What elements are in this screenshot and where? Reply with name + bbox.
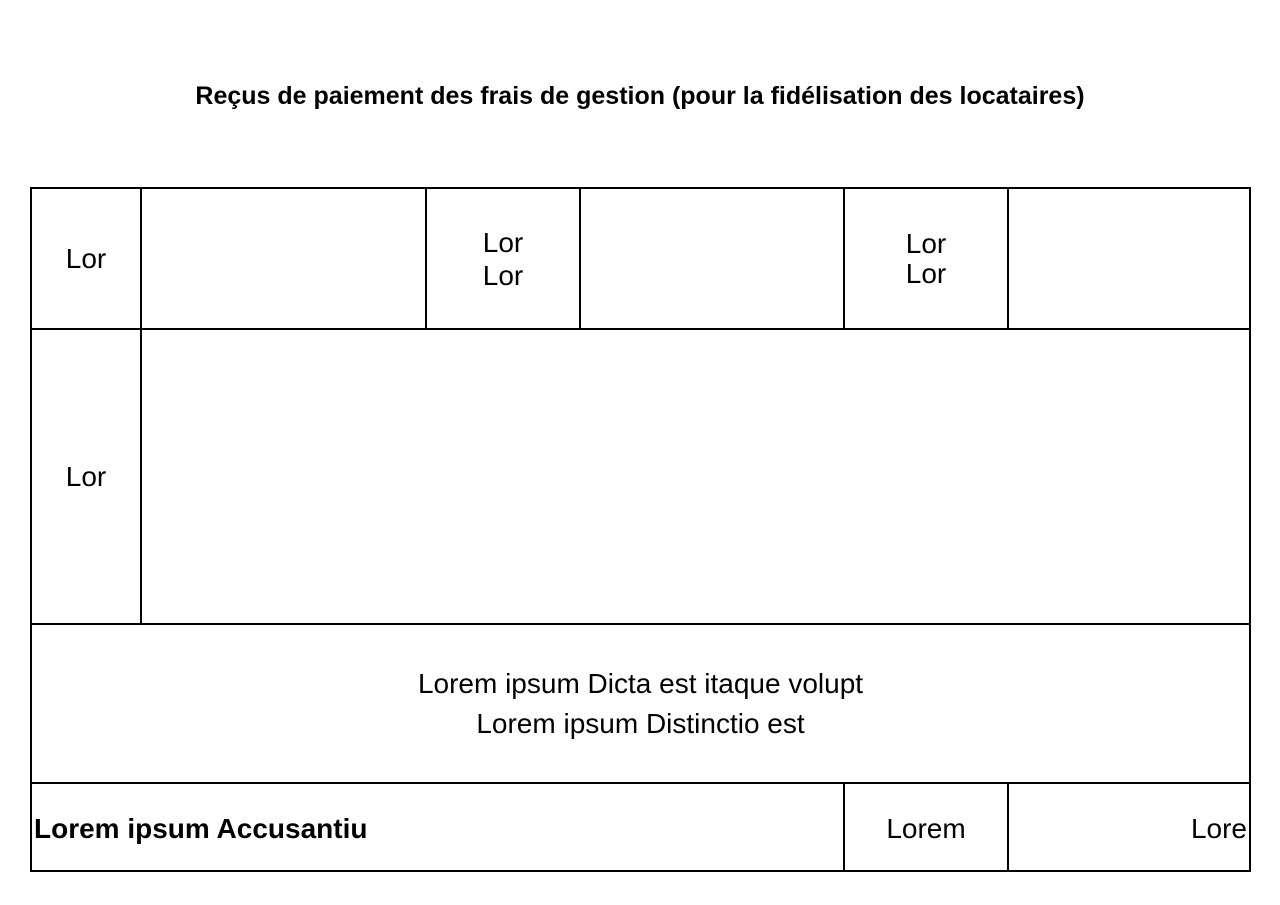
row1-label-2-line1: Lor bbox=[482, 226, 524, 258]
row3-notice-line2: Lorem ipsum Distinctio est bbox=[476, 707, 805, 739]
row1-label-3 bbox=[845, 189, 1007, 328]
row1-label-3-line1: Lor bbox=[905, 227, 947, 259]
row2-label-text: Lor bbox=[65, 461, 107, 492]
row4-right bbox=[1009, 784, 1249, 872]
row1-value-2 bbox=[581, 189, 843, 328]
row4-middle-text: Lorem bbox=[886, 812, 966, 844]
row1-label-2-line2: Lor bbox=[482, 259, 524, 291]
row1-value-3 bbox=[1009, 189, 1249, 328]
row4-label-text: Lorem ipsum Accusantiu bbox=[34, 812, 368, 844]
row1-label-2 bbox=[427, 189, 579, 328]
row1-value-1 bbox=[142, 189, 425, 328]
row4-label bbox=[32, 784, 843, 872]
row1-label-1-text: Lor bbox=[65, 243, 107, 274]
receipt-table bbox=[30, 187, 1251, 872]
row1-label-3-line2: Lor bbox=[905, 257, 947, 289]
row2-label bbox=[32, 330, 140, 623]
row2-value bbox=[142, 330, 1249, 623]
page-title: Reçus de paiement des frais de gestion (pour la fidélisation des locataires) bbox=[195, 82, 1085, 110]
row4-middle bbox=[845, 784, 1007, 872]
row4-right-text: Lore bbox=[1190, 812, 1247, 844]
row1-label-1 bbox=[32, 189, 140, 328]
row3-notice-line1: Lorem ipsum Dicta est itaque volupt bbox=[417, 667, 864, 699]
row3-notice bbox=[32, 625, 1249, 782]
